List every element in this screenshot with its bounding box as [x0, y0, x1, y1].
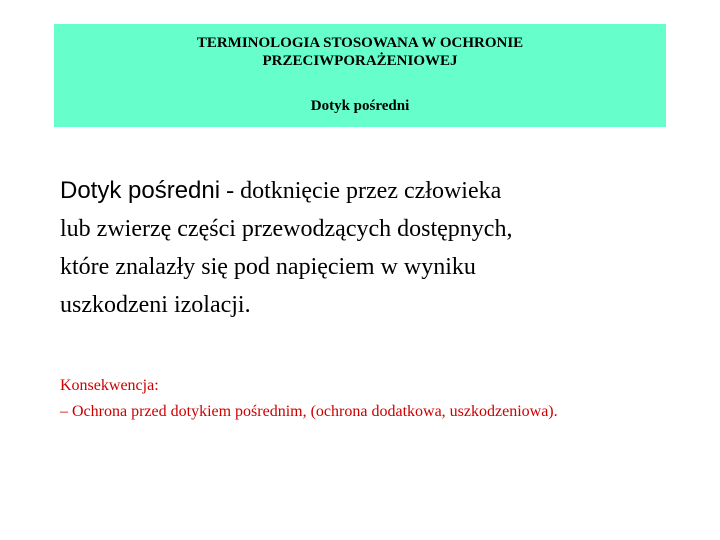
definition-line-3: które znalazły się pod napięciem w wyniku [60, 254, 476, 280]
consequence-block [60, 373, 710, 425]
consequence-label: Konsekwencja: [60, 377, 159, 394]
slide-title-line-1: TERMINOLOGIA STOSOWANA W OCHRONIE [196, 35, 524, 51]
title-banner [54, 24, 666, 127]
definition-line-1 [60, 172, 680, 210]
definition-paragraph [60, 172, 680, 324]
definition-line-4: uszkodzeni izolacji. [60, 292, 251, 318]
definition-line-2: lub zwierzę części przewodzących dostępnych, [60, 216, 513, 242]
definition-term: Dotyk pośredni [60, 177, 221, 204]
definition-line-1-text: - dotknięcie przez człowieka [220, 178, 502, 204]
slide-subtitle: Dotyk pośredni [310, 98, 410, 114]
consequence-text: – Ochrona przed dotykiem pośrednim, (ochrona dodatkowa, uszkodzeniowa). [60, 403, 558, 420]
slide-title-line-2: PRZECIWPORAŻENIOWEJ [262, 53, 458, 69]
slide-title [54, 34, 666, 70]
